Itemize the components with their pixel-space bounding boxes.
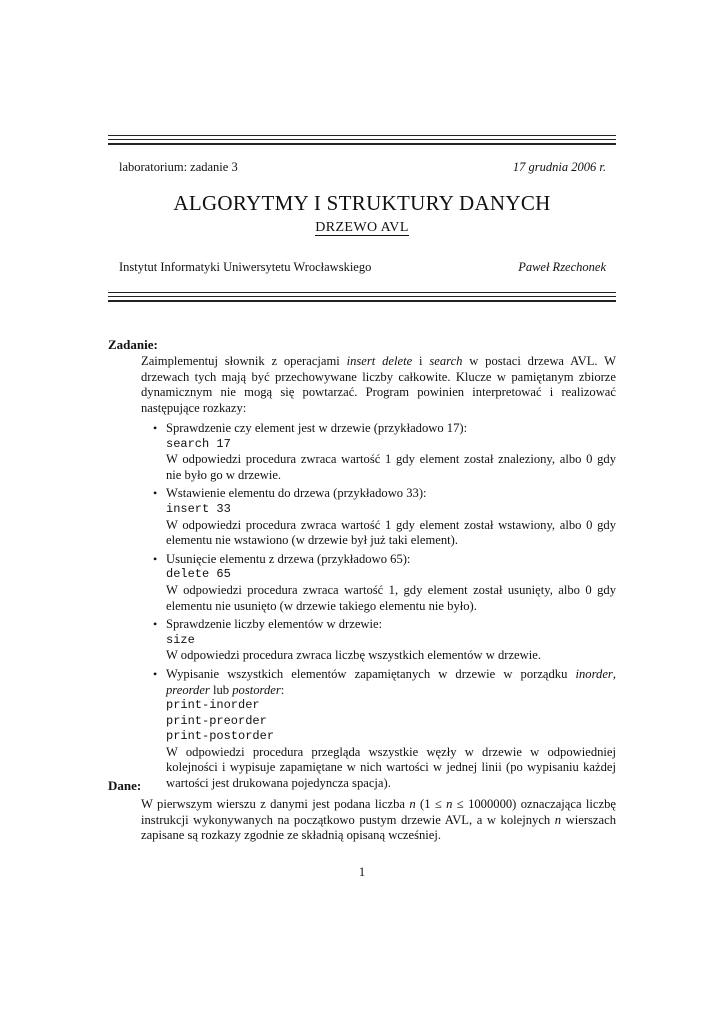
code-line: print-postorder (166, 729, 275, 744)
bullet-title: Sprawdzenie liczby elementów w drzewie: (166, 617, 383, 632)
comma: , (612, 666, 616, 681)
rule-line (108, 143, 616, 144)
page-number: 1 (358, 865, 366, 879)
code-line: delete 65 (166, 567, 231, 582)
author-label: Paweł Rzechonek (518, 260, 606, 274)
bullet-icon: • (153, 617, 158, 632)
code-line: search 17 (166, 436, 231, 451)
bottom-rule (108, 292, 616, 305)
bullet-desc: W odpowiedzi procedura zwraca wartość 1 gdy element został znaleziony, albo 0 gdy nie było go w drzewie. (166, 452, 616, 482)
rule-line (108, 300, 616, 301)
date-label: 17 grudnia 2006 r. (512, 160, 606, 174)
var-n-2: n (554, 812, 562, 827)
bullet-icon: • (153, 486, 158, 501)
intro-insert: insert (346, 354, 376, 368)
list-item (150, 421, 616, 483)
code-line: print-inorder (166, 698, 260, 713)
bullet-desc: W odpowiedzi procedura przegląda wszystkie węzły w drzewie w odpowiedniej kolejności i wypisuje zapamiętane w nich wartości w jednej linii (po wypisaniu każdej wartości jest drukowana pojedyncza spacja). (166, 744, 616, 791)
zadanie-intro (141, 354, 616, 416)
bullet-desc: W odpowiedzi procedura zwraca wartość 1 gdy element został wstawiony, albo 0 gdy elementu nie wstawiono (w drzewie był już taki element). (166, 517, 616, 548)
bullet-title (166, 667, 616, 698)
rule-line (108, 139, 616, 140)
bullet-desc: W odpowiedzi procedura zwraca liczbę wszystkich elementów w drzewie. (166, 648, 541, 663)
preorder-term: preorder (166, 682, 210, 697)
bullet-icon: • (153, 666, 158, 681)
dane-paragraph (141, 797, 616, 844)
header-institute-row (119, 260, 606, 275)
rule-line (108, 292, 616, 293)
var-n: n (409, 797, 416, 811)
code-line: size (166, 632, 195, 647)
top-rule (108, 135, 616, 148)
bullet-title: Sprawdzenie czy element jest w drzewie (przykładowo 17): (166, 421, 468, 435)
section-heading-dane: Dane: (108, 778, 142, 793)
rule-line (108, 135, 616, 136)
math-n: n (446, 797, 453, 811)
code-line: insert 33 (166, 501, 231, 516)
list-item (150, 667, 616, 792)
colon: : (280, 682, 285, 697)
postorder-term: postorder (232, 682, 281, 697)
math-close: ≤ 1000000) (452, 797, 517, 811)
dane-text-2: oznaczająca liczbę instrukcji wykonywanych na początkowo pustym drzewie AVL, a w kolejnych (141, 797, 616, 827)
list-item (150, 486, 616, 548)
bullet-desc: W odpowiedzi procedura zwraca wartość 1, gdy element został usunięty, albo 0 gdy elementu nie usunięto (w drzewie takiego elementu nie było). (166, 582, 616, 613)
rule-line (108, 296, 616, 297)
dane-text-1: W pierwszym wierszu z danymi jest podana liczba (141, 797, 410, 811)
header-meta-row (119, 160, 606, 175)
bullet-title-text: Wypisanie wszystkich elementów zapamiętanych w drzewie w porządku (166, 666, 576, 681)
command-list (150, 421, 616, 795)
intro-delete: delete (382, 354, 413, 368)
intro-text-2: w postaci drzewa AVL. W drzewach tych mają być przechowywane liczby całkowite. Klucze w pamiętanym zbiorze dynamicznym nie mogą się powtarzać. Program powinien interpretować i realizować następujące rozkazy: (141, 354, 617, 415)
inorder-term: inorder (575, 666, 613, 681)
intro-text: Zaimplementuj słownik z operacjami (141, 354, 347, 368)
section-heading-zadanie: Zadanie: (108, 337, 158, 352)
lab-label: laboratorium: zadanie 3 (119, 160, 238, 174)
intro-and: i (412, 354, 430, 368)
list-item (150, 552, 616, 614)
intro-search: search (429, 354, 463, 368)
document-subtitle-wrap (0, 220, 724, 236)
dane-text-3: wierszach zapisane są rozkazy zgodnie ze składnią opisaną wcześniej. (141, 812, 616, 843)
list-item (150, 617, 616, 664)
code-line: print-preorder (166, 713, 267, 728)
institute-label: Instytut Informatyki Uniwersytetu Wrocławskiego (119, 260, 372, 274)
math-open: (1 ≤ (415, 797, 447, 811)
document-title: ALGORYTMY I STRUKTURY DANYCH (173, 191, 551, 215)
bullet-title: Usunięcie elementu z drzewa (przykładowo 65): (166, 551, 411, 566)
bullet-title: Wstawienie elementu do drzewa (przykładowo 33): (166, 486, 427, 501)
lub: lub (209, 682, 233, 697)
document-subtitle: DRZEWO AVL (315, 220, 409, 235)
bullet-icon: • (153, 551, 158, 566)
bullet-icon: • (153, 421, 158, 435)
